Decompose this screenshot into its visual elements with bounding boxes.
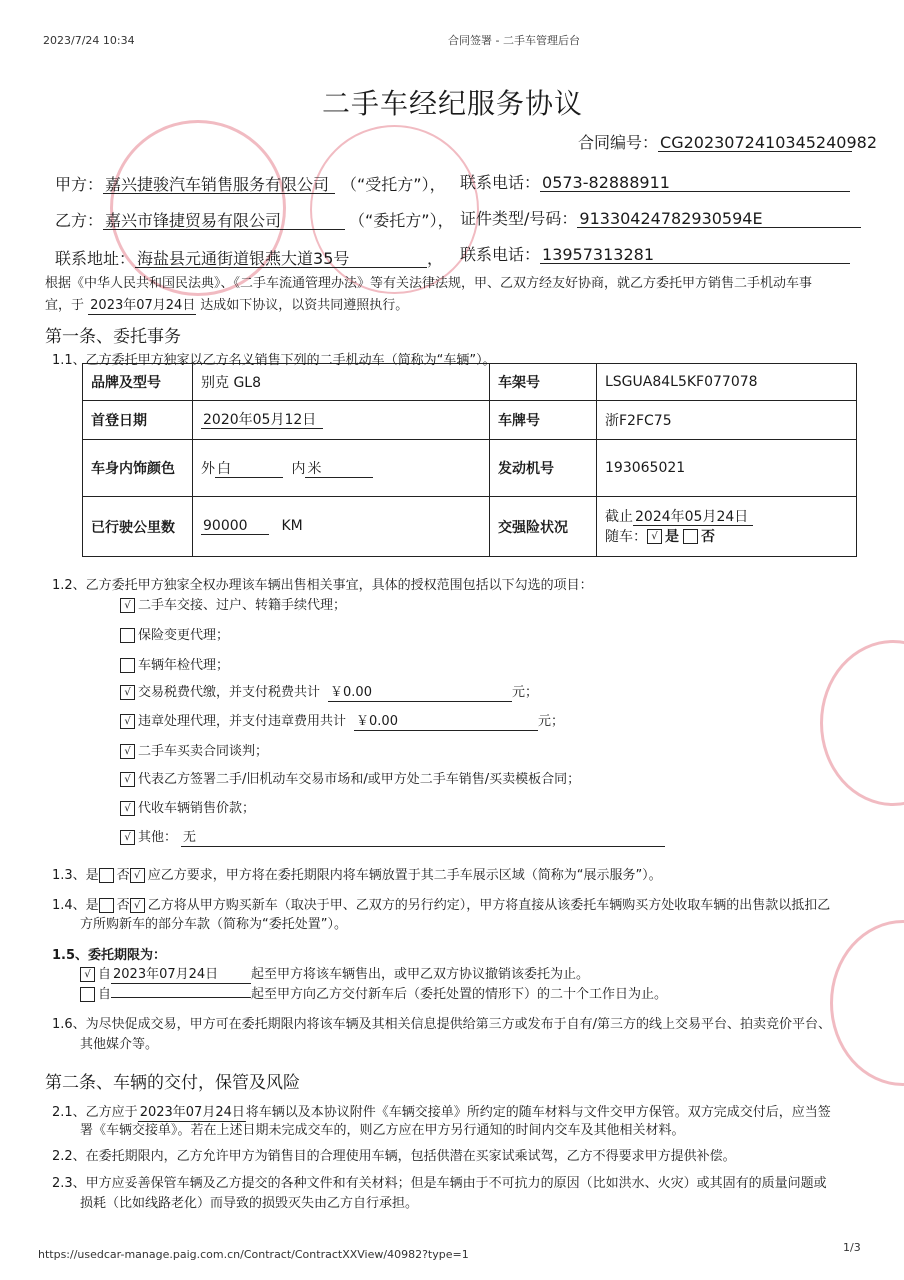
auth-item-text: 二手车交接、过户、转籍手续代理；: [138, 598, 347, 613]
party-b-phone: 13957313281: [540, 247, 850, 264]
auth-item: [120, 740, 268, 759]
mileage-value: 90000: [201, 518, 269, 535]
party-a-row: [55, 172, 446, 195]
document-title: 二手车经纪服务协议: [322, 87, 584, 120]
party-b-row: [55, 208, 454, 231]
vin-value: LSGUA84L5KF077078: [597, 364, 857, 401]
brand-label: 品牌及型号: [83, 364, 193, 401]
page-seal-stamp-lower: [830, 920, 904, 1086]
clause-2-1-cont: 署《车辆交接单》。若在上述日期未完成交车的，则乙方应在甲方另行通知的时间内交车及其他相关材料。: [80, 1123, 685, 1138]
auth-item-checkbox: [120, 658, 135, 673]
c21-prefix: 2.1、乙方应于: [52, 1105, 138, 1120]
mileage-cell: [193, 497, 490, 557]
party-a-name: 嘉兴捷骏汽车销售服务有限公司: [103, 177, 335, 194]
auth-item-text: 车辆年检代理；: [138, 658, 230, 673]
footer-page-number: 1/3: [843, 1241, 861, 1254]
intro-prefix: 宜，于: [45, 298, 85, 313]
c14-no-checkbox: √: [130, 898, 145, 913]
brand-value: 别克 GL8: [193, 364, 490, 401]
violation-amount: ￥0.00: [354, 714, 538, 731]
reg-date-cell: [193, 401, 490, 440]
color-label: 车身内饰颜色: [83, 440, 193, 497]
clause-2-3-cont: 损耗（比如线路老化）而导致的损毁灭失由乙方自行承担。: [80, 1196, 419, 1211]
reg-date-label: 首登日期: [83, 401, 193, 440]
auth-item: [120, 654, 229, 673]
clause-1-6: 1.6、为尽快促成交易，甲方可在委托期限内将该车辆及其相关信息提供给第三方或发布于自有/第三方的线上交易平台、拍卖竞价平台、: [52, 1017, 832, 1032]
engine-label: 发动机号: [490, 440, 597, 497]
party-a-phone-label: 联系电话：: [460, 173, 541, 192]
plate-label: 车牌号: [490, 401, 597, 440]
violation-unit: 元；: [538, 714, 565, 729]
auth-item-checkbox: √: [120, 830, 135, 845]
tax-amount: ￥0.00: [328, 685, 512, 702]
c13-no-checkbox: √: [130, 868, 145, 883]
c14-text: 乙方将从甲方购买新车（取决于甲、乙双方的另行约定），甲方将直接从该委托车辆购买方处收取车辆的出售款以抵扣乙: [147, 898, 831, 913]
address-label: 联系地址：: [55, 249, 136, 268]
term-2-text: 起至甲方向乙方交付新车后（委托处置的情形下）的二十个工作日为止。: [251, 987, 668, 1002]
ins-with-label: 随车：: [605, 528, 647, 545]
auth-item-text: 代收车辆销售价款；: [138, 801, 256, 816]
term-1-text: 起至甲方将该车辆售出，或甲乙双方协议撤销该委托为止。: [251, 967, 590, 982]
c14-yes-label: 1.4、是: [52, 898, 99, 913]
c14-no-label: 否: [116, 898, 130, 913]
intro-line-1: 根据《中华人民共和国民法典》、《二手车流通管理办法》等有关法律法规，甲、乙双方经友好协商，就乙方委托甲方销售二手机动车事: [45, 276, 813, 291]
insurance-cell: [597, 497, 857, 557]
auth-item-text: 违章处理代理，并支付违章费用共计: [138, 714, 347, 729]
section-2-title: 第二条、车辆的交付，保管及风险: [45, 1073, 300, 1093]
intro-date: 2023年07月24日: [90, 298, 196, 313]
footer-url: https://usedcar-manage.paig.com.cn/Contract/ContractXXView/40982?type=1: [38, 1248, 469, 1261]
intro-line-2: [45, 294, 408, 315]
clause-1-2: 1.2、乙方委托甲方独家全权办理该车辆出售相关事宜，具体的授权范围包括以下勾选的项目：: [52, 578, 593, 593]
c21-date: 2023年07月24日: [139, 1105, 245, 1120]
auth-item-text: 其他：: [138, 830, 178, 845]
print-datetime: 2023/7/24 10:34: [43, 34, 135, 47]
c13-yes-label: 1.3、是: [52, 868, 99, 883]
party-a-label: 甲方：: [55, 175, 104, 194]
auth-item-checkbox: √: [120, 714, 135, 729]
auth-item-text: 保险变更代理；: [138, 628, 230, 643]
ins-no-checkbox: [683, 529, 698, 544]
mileage-label: 已行驶公里数: [83, 497, 193, 557]
plate-value: 浙F2FC75: [597, 401, 857, 440]
party-a-phone: 0573-82888911: [540, 175, 850, 192]
ext-color-label: 外: [201, 461, 215, 477]
auth-item-checkbox: √: [120, 772, 135, 787]
ext-color-value: 白: [215, 461, 283, 478]
party-a-phone-row: [460, 170, 850, 193]
c21-text: 将车辆以及本协议附件《车辆交接单》所约定的随车材料与文件交甲方保管。双方完成交付后，应当签: [245, 1105, 831, 1120]
tax-unit: 元；: [512, 685, 539, 700]
auth-item-checkbox: √: [120, 801, 135, 816]
clause-1-5-title: 1.5、委托期限为：: [52, 948, 167, 963]
term-2-from-label: 自: [98, 987, 112, 1002]
party-b-phone-row: [460, 242, 850, 265]
term-1-from-label: 自: [98, 967, 112, 982]
c13-no-label: 否: [116, 868, 130, 883]
auth-item: [120, 681, 538, 702]
insurance-label: 交强险状况: [490, 497, 597, 557]
term-option-1: [80, 963, 589, 984]
vehicle-table: [82, 363, 857, 557]
party-a-role: （“受托方”），: [341, 175, 446, 194]
contract-number-value: CG2023072410345240982: [660, 133, 877, 152]
ins-until-label: 截止: [605, 508, 633, 525]
c13-yes-checkbox: [99, 868, 114, 883]
print-page-title: 合同签署 - 二手车管理后台: [448, 34, 580, 47]
contract-number-label: 合同编号：: [578, 133, 659, 152]
clause-2-3: 2.3、甲方应妥善保管车辆及乙方提交的各种文件和有关材料；但是车辆由于不可抗力的原因（比如洪水、火灾）或其固有的质量问题或: [52, 1176, 827, 1191]
c13-text: 应乙方要求，甲方将在委托期限内将车辆放置于其二手车展示区域（简称为“展示服务”）。: [147, 868, 662, 883]
auth-item: [120, 826, 665, 847]
party-b-role: （“委托方”），: [349, 211, 454, 230]
color-cell: [193, 440, 490, 497]
party-b-name: 嘉兴市锋捷贸易有限公司: [103, 213, 345, 230]
c14-yes-checkbox: [99, 898, 114, 913]
clause-1-4: [52, 894, 830, 913]
auth-item-checkbox: [120, 628, 135, 643]
intro-suffix: 达成如下协议，以资共同遵照执行。: [200, 298, 409, 313]
contract-number: [578, 130, 877, 153]
clause-1-4-cont: 方所购新车的部分车款（简称为“委托处置”）。: [80, 917, 347, 932]
party-b-id-row: [460, 206, 861, 229]
party-b-phone-label: 联系电话：: [460, 245, 541, 264]
party-b-label: 乙方：: [55, 211, 104, 230]
clause-2-2: 2.2、在委托期限内，乙方允许甲方为销售目的合理使用车辆，包括供潜在买家试乘试驾，乙方不得要求甲方提供补偿。: [52, 1149, 736, 1164]
address-value: 海盐县元通街道银燕大道35号: [135, 251, 427, 268]
auth-item: [120, 797, 255, 816]
clause-1-6-cont: 其他媒介等。: [80, 1037, 159, 1052]
ins-no-label: 否: [701, 528, 715, 545]
auth-item: [120, 710, 564, 731]
address-row: [55, 246, 443, 269]
page-seal-stamp: [820, 640, 904, 806]
term-option-2: [80, 983, 667, 1002]
ins-yes-label: 是: [665, 528, 679, 545]
auth-item-checkbox: √: [120, 744, 135, 759]
mileage-unit: KM: [281, 518, 303, 534]
term-1-date: 2023年07月24日: [111, 967, 251, 984]
engine-value: 193065021: [597, 440, 857, 497]
auth-item-checkbox: √: [120, 598, 135, 613]
section-1-title: 第一条、委托事务: [45, 327, 181, 347]
auth-item-text: 代表乙方签署二手/旧机动车交易市场和/或甲方处二手车销售/买卖模板合同；: [138, 772, 581, 787]
term-2-date: [111, 997, 251, 998]
auth-item: [120, 768, 580, 787]
auth-item-checkbox: √: [120, 685, 135, 700]
ins-yes-checkbox: √: [647, 529, 662, 544]
auth-item-text: 交易税费代缴，并支付税费共计: [138, 685, 321, 700]
party-b-id: 91330424782930594E: [577, 211, 861, 228]
auth-item: [120, 594, 346, 613]
term-1-checkbox: √: [80, 967, 95, 982]
int-color-label: 内: [291, 461, 306, 477]
reg-date-value: 2020年05月12日: [201, 412, 323, 429]
party-b-id-label: 证件类型/号码：: [460, 209, 578, 228]
clause-1-1: 1.1、乙方委托甲方独家以乙方名义销售下列的二手机动车（简称为“车辆”）。: [52, 353, 496, 368]
ins-until-value: 2024年05月24日: [633, 509, 753, 526]
vin-label: 车架号: [490, 364, 597, 401]
auth-item: [120, 624, 229, 643]
other-value: 无: [181, 830, 665, 847]
auth-item-text: 二手车买卖合同谈判；: [138, 744, 269, 759]
clause-1-3: [52, 864, 662, 883]
address-sep: ，: [427, 249, 444, 268]
int-color-value: 米: [305, 461, 373, 478]
term-2-checkbox: [80, 987, 95, 1002]
